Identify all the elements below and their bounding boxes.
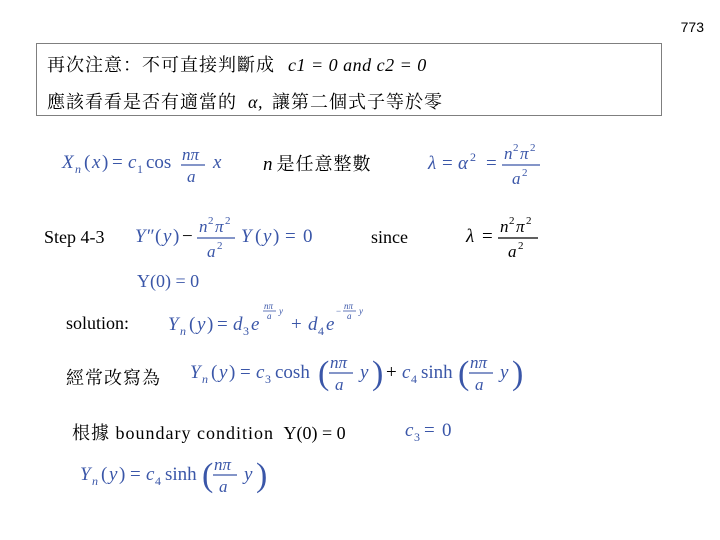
svg-text:=: = <box>217 314 228 335</box>
svg-text:=: = <box>112 152 123 173</box>
svg-text:(: ( <box>84 152 91 173</box>
svg-text:sinh: sinh <box>165 464 197 485</box>
svg-text:α: α <box>458 153 468 174</box>
svg-text:Y″: Y″ <box>135 226 154 247</box>
svg-text:2: 2 <box>522 167 528 179</box>
svg-text:=: = <box>424 420 435 441</box>
svg-text:): ) <box>256 457 268 494</box>
svg-text:n: n <box>500 217 509 236</box>
svg-text:2: 2 <box>513 142 519 154</box>
svg-text:Y: Y <box>190 362 201 383</box>
svg-text:π: π <box>215 217 224 236</box>
svg-text:): ) <box>229 362 236 383</box>
svg-text:): ) <box>273 226 280 247</box>
since-label: since <box>371 227 408 247</box>
equation-solution <box>168 300 383 340</box>
svg-text:sinh: sinh <box>421 362 453 383</box>
svg-text:2: 2 <box>217 240 223 252</box>
boundary-condition-line <box>72 419 346 445</box>
svg-text:y: y <box>197 314 206 335</box>
svg-text:0: 0 <box>442 420 452 441</box>
svg-text:y: y <box>219 362 228 383</box>
svg-text:3: 3 <box>414 430 420 444</box>
equation-ode <box>135 214 350 264</box>
svg-text:): ) <box>372 355 384 392</box>
note-line-2-text-a: 應該看看是否有適當的 <box>47 92 237 112</box>
svg-text:c: c <box>405 420 414 441</box>
svg-text:2: 2 <box>470 150 476 164</box>
svg-text:n: n <box>504 144 513 163</box>
note-line-1 <box>47 51 427 77</box>
svg-text:2: 2 <box>225 215 231 227</box>
svg-text:n: n <box>92 474 98 488</box>
note-line-2 <box>47 88 443 114</box>
svg-text:+: + <box>291 314 302 335</box>
step-label: Step 4-3 <box>44 227 105 247</box>
svg-text:(: ( <box>211 362 218 383</box>
svg-text:y: y <box>359 306 363 316</box>
boundary-equation: Y(0) = 0 <box>137 271 200 291</box>
svg-text:Y: Y <box>168 314 179 335</box>
boundary-condition-prefix: 根據 boundary condition <box>72 423 274 443</box>
svg-text:e: e <box>326 314 335 335</box>
svg-text:c: c <box>402 362 411 383</box>
equation-lambda-top <box>428 142 558 192</box>
svg-text:n: n <box>199 217 208 236</box>
svg-text:cos: cos <box>146 152 172 173</box>
svg-text:Y: Y <box>241 226 252 247</box>
svg-text:(: ( <box>155 226 162 247</box>
svg-text:y: y <box>263 226 272 247</box>
svg-text:1: 1 <box>137 162 143 176</box>
svg-text:): ) <box>207 314 214 335</box>
svg-text:a: a <box>187 167 196 186</box>
svg-text:=: = <box>486 153 497 174</box>
svg-text:c: c <box>128 152 137 173</box>
svg-text:(: ( <box>189 314 196 335</box>
svg-text:c: c <box>146 464 155 485</box>
svg-text:(: ( <box>458 355 470 392</box>
svg-text:=: = <box>482 226 493 247</box>
svg-text:0: 0 <box>303 226 313 247</box>
note-line-1-text: 再次注意：不可直接判斷成 <box>47 55 275 75</box>
svg-text:(: ( <box>255 226 262 247</box>
svg-text:a: a <box>347 311 352 321</box>
svg-text:3: 3 <box>243 324 249 338</box>
svg-text:nπ: nπ <box>330 353 348 372</box>
svg-text:cosh: cosh <box>275 362 310 383</box>
svg-text:3: 3 <box>265 372 271 386</box>
svg-text:nπ: nπ <box>470 353 488 372</box>
svg-text:2: 2 <box>526 215 532 227</box>
boundary-condition-eq: Y(0) = 0 <box>283 423 346 443</box>
svg-text:y: y <box>163 226 172 247</box>
svg-text:a: a <box>512 169 521 188</box>
svg-text:=: = <box>130 464 141 485</box>
svg-text:): ) <box>119 464 126 485</box>
svg-text:n: n <box>75 162 81 176</box>
svg-text:=: = <box>442 153 453 174</box>
note-line-1-math: c1 = 0 and c2 = 0 <box>288 55 427 75</box>
note-line-2-text-b: 讓第二個式子等於零 <box>271 92 443 112</box>
svg-text:a: a <box>219 477 228 496</box>
svg-text:x: x <box>213 152 222 173</box>
svg-text:a: a <box>207 242 216 261</box>
equation-xn <box>62 146 262 186</box>
svg-text:2: 2 <box>518 240 524 252</box>
svg-text:y: y <box>360 362 369 383</box>
svg-text:nπ: nπ <box>264 301 274 311</box>
svg-text:c: c <box>256 362 265 383</box>
equation-rewrite <box>190 348 530 396</box>
svg-text:y: y <box>109 464 118 485</box>
equation-lambda-since <box>466 214 551 264</box>
svg-text:2: 2 <box>509 215 515 227</box>
svg-text:d: d <box>233 314 243 335</box>
svg-text:): ) <box>173 226 180 247</box>
svg-text:): ) <box>512 355 524 392</box>
svg-text:(: ( <box>318 355 330 392</box>
svg-text:(: ( <box>101 464 108 485</box>
svg-text:(: ( <box>202 457 214 494</box>
note-box <box>36 43 662 116</box>
svg-text:n: n <box>180 324 186 338</box>
svg-text:d: d <box>308 314 318 335</box>
svg-text:a: a <box>475 375 484 394</box>
svg-text:nπ: nπ <box>214 455 232 474</box>
svg-text:4: 4 <box>155 474 161 488</box>
svg-text:=: = <box>240 362 251 383</box>
svg-text:nπ: nπ <box>182 145 200 164</box>
equation-final <box>80 452 280 500</box>
svg-text:λ: λ <box>466 226 475 247</box>
svg-text:e: e <box>251 314 260 335</box>
svg-text:2: 2 <box>208 215 214 227</box>
svg-text:a: a <box>335 375 344 394</box>
svg-text:λ: λ <box>428 153 437 174</box>
svg-text:Y: Y <box>80 464 91 485</box>
svg-text:y: y <box>244 464 253 485</box>
svg-text:=: = <box>285 226 296 247</box>
svg-text:x: x <box>92 152 101 173</box>
svg-text:nπ: nπ <box>344 301 354 311</box>
svg-text:π: π <box>516 217 525 236</box>
svg-text:y: y <box>500 362 509 383</box>
solution-label: solution: <box>66 313 130 333</box>
svg-text:4: 4 <box>318 324 324 338</box>
svg-text:): ) <box>102 152 109 173</box>
equation-c3 <box>405 416 465 446</box>
svg-text:+: + <box>386 362 397 383</box>
svg-text:a: a <box>508 242 517 261</box>
page-number: 773 <box>680 19 704 35</box>
svg-text:π: π <box>520 144 529 163</box>
svg-text:X: X <box>62 152 74 173</box>
svg-text:y: y <box>279 306 283 316</box>
svg-text:2: 2 <box>530 142 536 154</box>
svg-text:4: 4 <box>411 372 417 386</box>
n-note: n 是任意整數 <box>263 154 372 175</box>
svg-text:−: − <box>336 306 342 316</box>
rewrite-label: 經常改寫為 <box>66 368 161 388</box>
svg-text:a: a <box>267 311 272 321</box>
svg-text:n: n <box>202 372 208 386</box>
svg-text:−: − <box>182 226 193 247</box>
alpha-symbol: α, <box>248 92 263 112</box>
